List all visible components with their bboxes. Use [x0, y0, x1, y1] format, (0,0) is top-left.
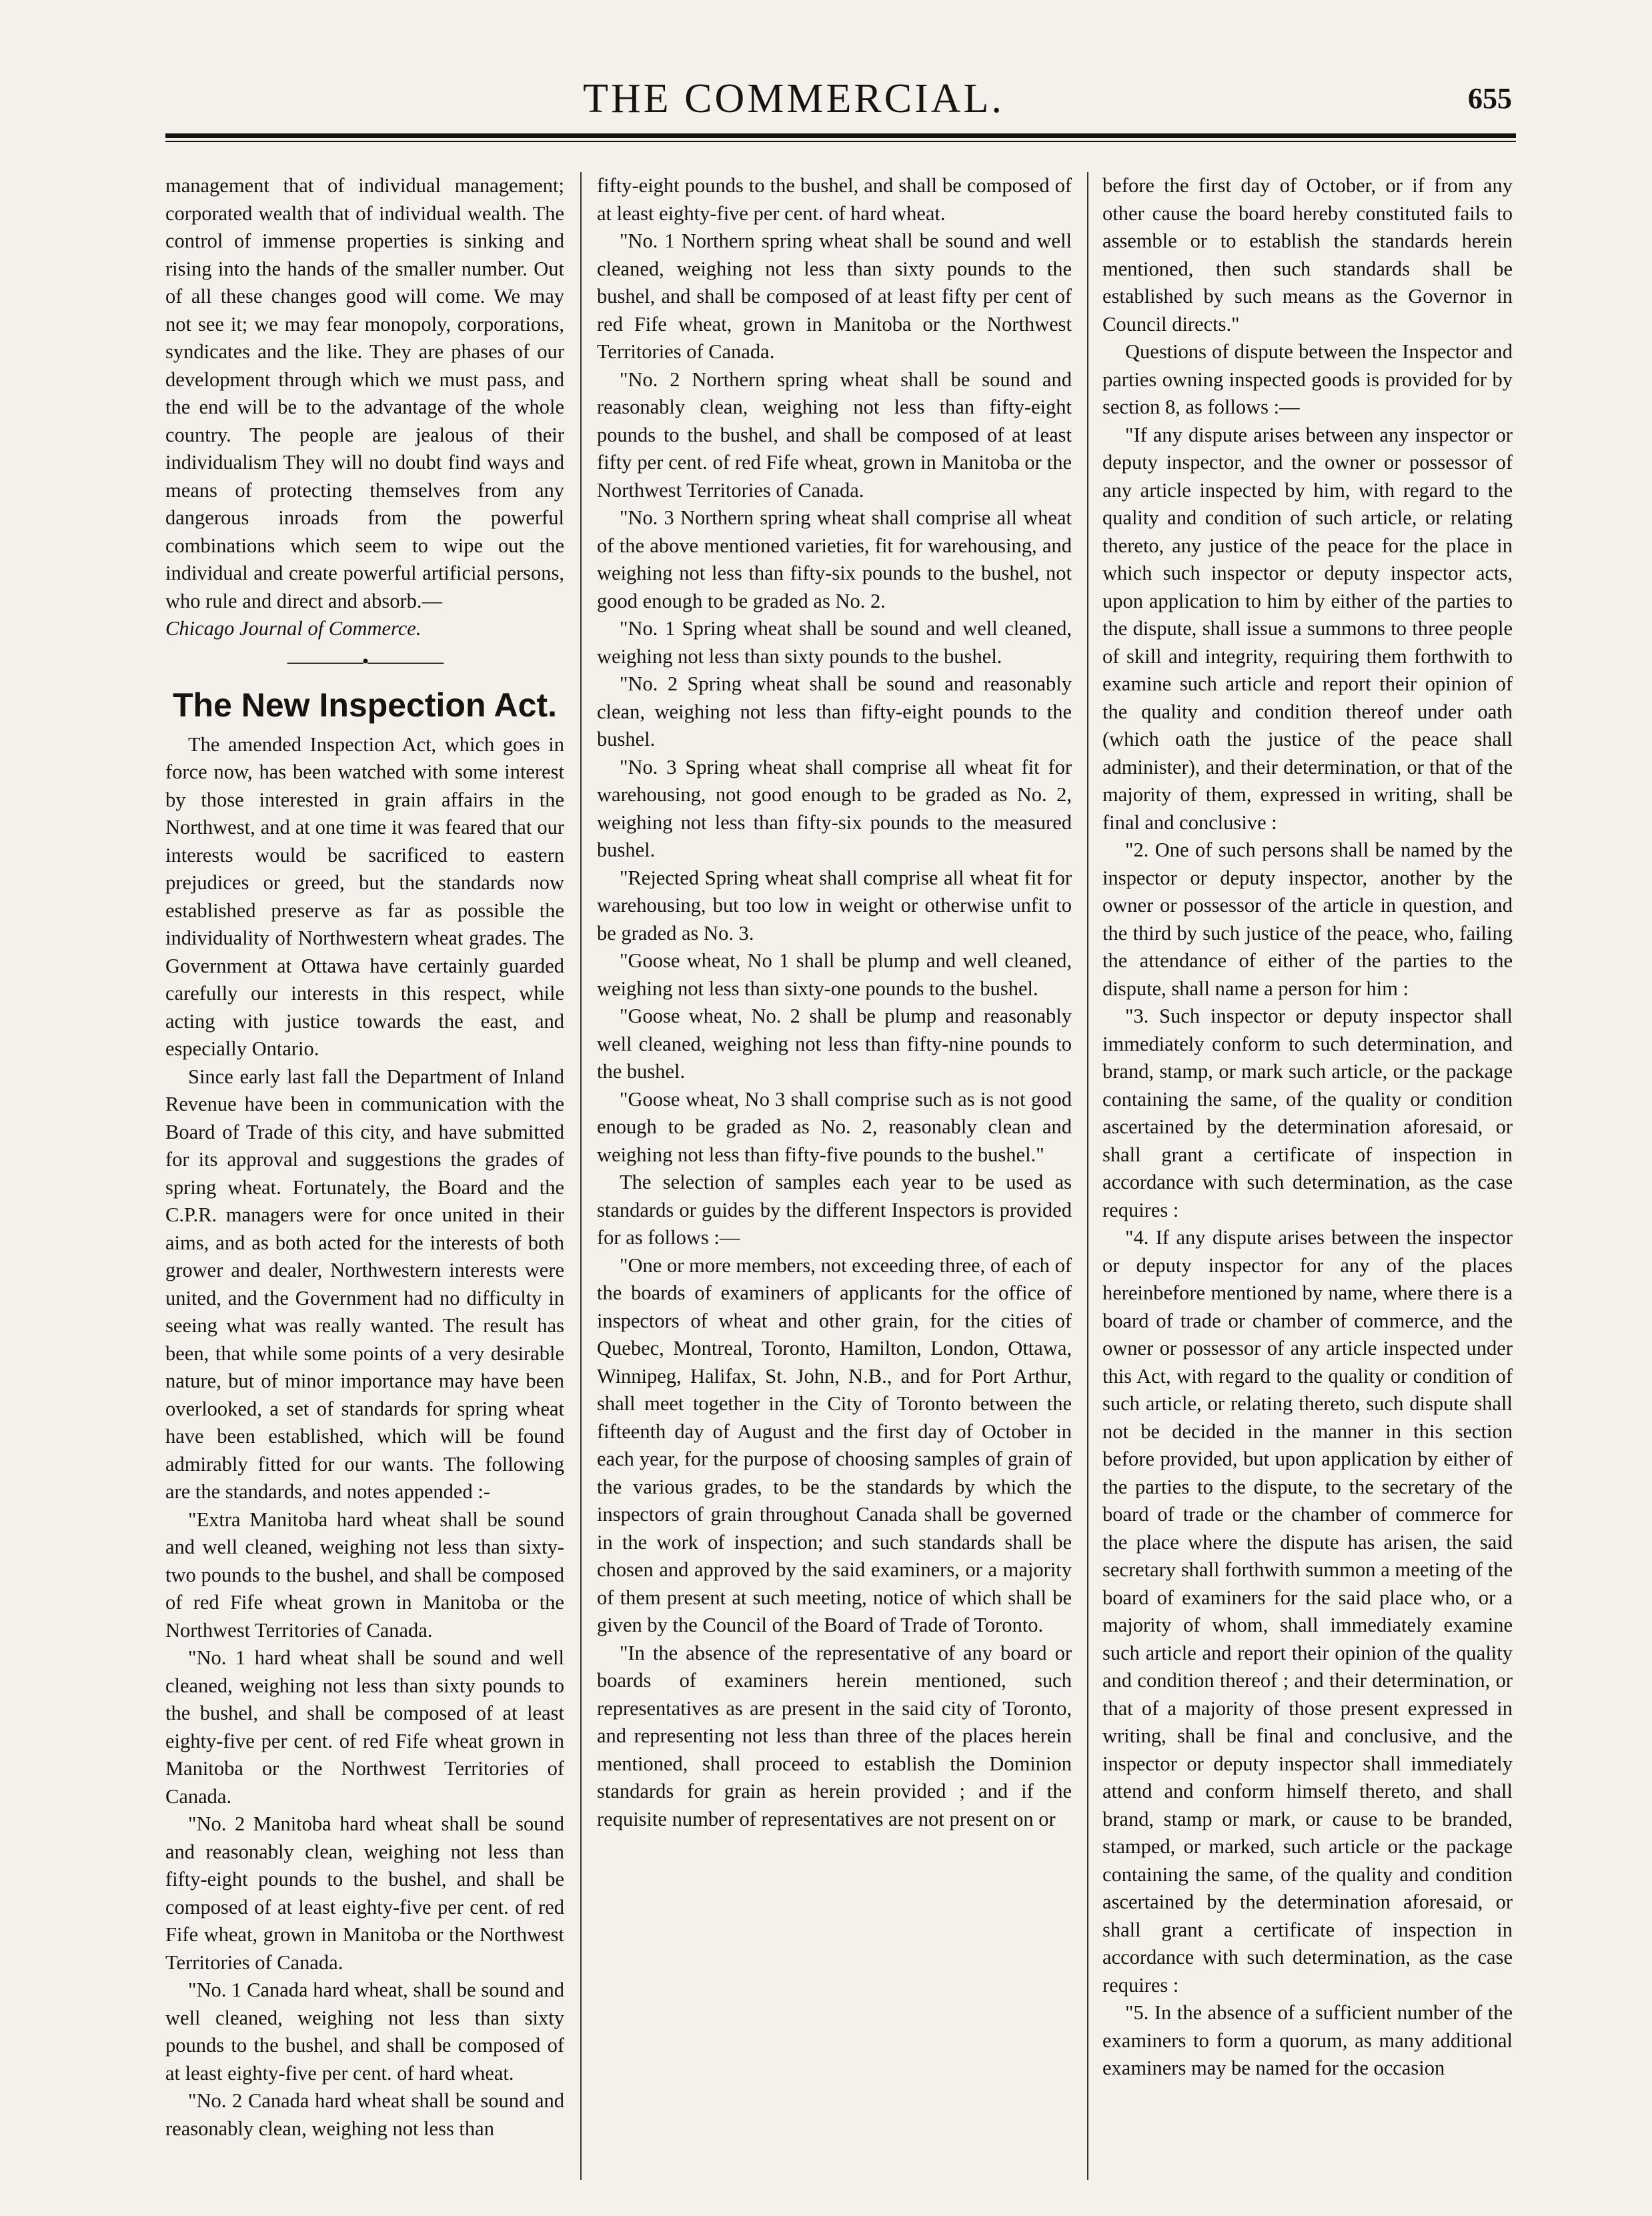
column-3	[1102, 172, 1513, 2180]
grade-definition: "No. 2 Canada hard wheat shall be sound and reasonably clean, weighing not less than	[165, 2089, 564, 2140]
grade-definition: "No. 1 Canada hard wheat, shall be sound and well cleaned, weighing not less than sixty pounds to the bushel, and shall be composed of at least eighty-five per cent. of hard wheat.	[165, 1979, 564, 2085]
paragraph: The amended Inspection Act, which goes in force now, has been watched with some interest by those interested in grain affairs in the Northwest, and at one time it was feared that our interests would be sacrificed to eastern prejudices or greed, but the standards now established preserve as far as possible the individuality of Northwestern wheat grades. The Government at Ottawa have certainly guarded carefully our interests in this respect, while acting with justice towards the east, and especially Ontario.	[165, 732, 564, 1060]
paragraph: management that of individual management; corporated wealth that of individual wealth. The control of immense properties is sinking and rising into the hands of the smaller number. Out of all these changes good will come. We may not see it; we may fear monopoly, corporations, syndicates and the like. They are phases of our development through which we must pass, and the end will be to the advantage of the whole country. The people are jealous of their individualism They will no doubt find ways and means of protecting themselves from any dangerous inroads from the powerful combinations which seem to wipe out the individual and create powerful artificial persons, who rule and direct and absorb.—	[165, 174, 564, 612]
grade-definition: "No. 2 Spring wheat shall be sound and reasonably clean, weighing not less than fifty-eight pounds to the bushel.	[597, 672, 1072, 750]
grade-definition: "Rejected Spring wheat shall comprise all wheat fit for warehousing, but too low in weight or otherwise unfit to be graded as No. 3.	[597, 866, 1072, 945]
paragraph: "If any dispute arises between any inspector or deputy inspector, and the owner or possessor of any article inspected by him, with regard to the quality and condition of such article, or relating thereto, any justice of the peace for the place in which such inspector or deputy inspector acts, upon application to him by either of the parties to the dispute, shall issue a summons to three people of skill and integrity, requiring them forthwith to examine such article and report their opinion of the quality and condition thereof under oath (which oath the justice of the peace shall administer), and their determination, or that of the majority of them, expressed in writing, shall be final and conclusive :	[1102, 423, 1513, 834]
paragraph: before the first day of October, or if from any other cause the board hereby constituted fails to assemble or to establish the standards herein mentioned, then such standards shall be established by such means as the Governor in Council directs."	[1102, 174, 1513, 336]
section-separator: ————•————	[287, 650, 443, 672]
paragraph: fifty-eight pounds to the bushel, and shall be composed of at least eighty-five per cent. of hard wheat.	[597, 174, 1072, 225]
header-rule	[165, 133, 1516, 138]
header-rule-thin	[165, 141, 1516, 142]
citation: Chicago Journal of Commerce.	[165, 617, 422, 640]
column-1	[165, 172, 564, 2180]
grade-definition: "No. 1 Spring wheat shall be sound and well cleaned, weighing not less than sixty pounds to the bushel.	[597, 617, 1072, 668]
grade-definition: "No. 2 Northern spring wheat shall be sound and reasonably clean, weighing not less than fifty-eight pounds to the bushel, and shall be composed of at least fifty per cent. of red Fife wheat, grown in Manitoba or the Northwest Territories of Canada.	[597, 368, 1072, 502]
paragraph: "One or more members, not exceeding three, of each of the boards of examiners of applicants for the office of inspectors of wheat and other grain, for the cities of Quebec, Montreal, Toronto, Hamilton, London, Ottawa, Winnipeg, Halifax, St. John, N.B., and for Port Arthur, shall meet together in the City of Toronto between the fifteenth day of August and the first day of October in each year, for the purpose of choosing samples of grain of the various grades, to be the standards by which the inspectors of grain throughout Canada shall be governed in the work of inspection; and such standards shall be chosen and approved by the said examiners, or a majority of them present at such meeting, notice of which shall be given by the Council of the Board of Trade of Toronto.	[597, 1253, 1072, 1636]
grade-definition: "No. 1 hard wheat shall be sound and well cleaned, weighing not less than sixty pounds to the bushel, and shall be composed of at least eighty-five per cent. of red Fife wheat grown in Manitoba or the Northwest Territories of Canada.	[165, 1646, 564, 1808]
paragraph: Since early last fall the Department of Inland Revenue have been in communication with the Board of Trade of this city, and have submitted for its approval and suggestions the grades of spring wheat. Fortunately, the Board and the C.P.R. managers were for once united in their aims, and as both acted for the interests of both grower and dealer, Northwestern interests were united, and the Government had no difficulty in seeing what was really wanted. The result has been, that while some points of a very desirable nature, but of minor importance may have been overlooked, a set of standards for spring wheat have been established, which will be found admirably fitted for our wants. The following are the standards, and notes appended :-	[165, 1065, 564, 1503]
article-heading: The New Inspection Act.	[172, 686, 557, 724]
newspaper-title: THE COMMERCIAL.	[583, 76, 1004, 121]
paragraph: The selection of samples each year to be used as standards or guides by the different Inspectors is provided for as follows :—	[597, 1171, 1072, 1249]
column-divider	[1087, 172, 1088, 2180]
paragraph: "3. Such inspector or deputy inspector shall immediately conform to such determination, and brand, stamp, or mark such article, or the package containing the same, of the quality or condition ascertained by the determination aforesaid, or shall grant a certificate of inspection in accordance with such determination, as the case requires :	[1102, 1005, 1513, 1221]
grade-definition: "Extra Manitoba hard wheat shall be sound and well cleaned, weighing not less than sixty-two pounds to the bushel, and shall be composed of red Fife wheat grown in Manitoba or the Northwest Territories of Canada.	[165, 1508, 564, 1642]
paragraph: Questions of dispute between the Inspector and parties owning inspected goods is provided for by section 8, as follows :—	[1102, 340, 1513, 418]
grade-definition: "No. 1 Northern spring wheat shall be sound and well cleaned, weighing not less than sixty pounds to the bushel, and shall be composed of at least fifty per cent of red Fife wheat, grown in Manitoba or the Northwest Territories of Canada.	[597, 229, 1072, 363]
grade-definition: "No. 3 Northern spring wheat shall comprise all wheat of the above mentioned varieties, fit for warehousing, and weighing not less than fifty-six pounds to the bushel, not good enough to be graded as No. 2.	[597, 506, 1072, 612]
masthead	[0, 72, 1652, 125]
grade-definition: "No. 2 Manitoba hard wheat shall be sound and reasonably clean, weighing not less than fifty-eight pounds to the bushel, and shall be composed of at least eighty-five per cent. of red Fife wheat, grown in Manitoba or the Northwest Territories of Canada.	[165, 1812, 564, 1974]
paragraph: "5. In the absence of a sufficient number of the examiners to form a quorum, as many additional examiners may be named for the occasion	[1102, 2001, 1513, 2079]
page-number: 655	[1468, 82, 1512, 115]
paragraph: "In the absence of the representative of any board or boards of examiners herein mentioned, such representatives as are present in the said city of Toronto, and representing not less than three of the places herein mentioned, shall proceed to establish the Dominion standards for grain as herein provided ; and if the requisite number of representatives are not present on or	[597, 1641, 1072, 1830]
grade-definition: "No. 3 Spring wheat shall comprise all wheat fit for warehousing, not good enough to be graded as No. 2, weighing not less than fifty-six pounds to the measured bushel.	[597, 755, 1072, 861]
grade-definition: "Goose wheat, No 3 shall comprise such as is not good enough to be graded as No. 2, reasonably clean and weighing not less than fifty-five pounds to the bushel."	[597, 1087, 1072, 1166]
column-2	[597, 172, 1072, 2180]
paragraph: "2. One of such persons shall be named by the inspector or deputy inspector, another by the owner or possessor of the article in question, and the third by such justice of the peace, who, failing the attendance of either of the parties to the dispute, shall name a person for him :	[1102, 839, 1513, 1000]
grade-definition: "Goose wheat, No. 2 shall be plump and reasonably well cleaned, weighing not less than fifty-nine pounds to the bushel.	[597, 1005, 1072, 1083]
grade-definition: "Goose wheat, No 1 shall be plump and well cleaned, weighing not less than sixty-one pounds to the bushel.	[597, 949, 1072, 1000]
column-divider	[580, 172, 582, 2180]
paragraph: "4. If any dispute arises between the inspector or deputy inspector for any of the places hereinbefore mentioned by name, where there is a board of trade or chamber of commerce, and the owner or possessor of any article inspected under this Act, with regard to the quality or condition of such article, or relating thereto, such dispute shall not be decided in the manner in this section before provided, but upon application by either of the parties to the dispute, to the secretary of the board of trade or the chamber of commerce for the place where the dispute has arisen, the said secretary shall forthwith summon a meeting of the board of examiners for the said place who, or a majority of whom, shall immediately examine such article and report their opinion of the quality and condition thereof ; and their determination, or that of a majority of those present expressed in writing, shall be final and conclusive, and the inspector or deputy inspector shall immediately attend and conform himself thereto, and shall brand, stamp or mark, or cause to be branded, stamped, or marked, such article or the package containing the same, of the quality and condition ascertained by the determination aforesaid, or shall grant a certificate of inspection in accordance with such determination, as the case requires :	[1102, 1226, 1513, 1997]
